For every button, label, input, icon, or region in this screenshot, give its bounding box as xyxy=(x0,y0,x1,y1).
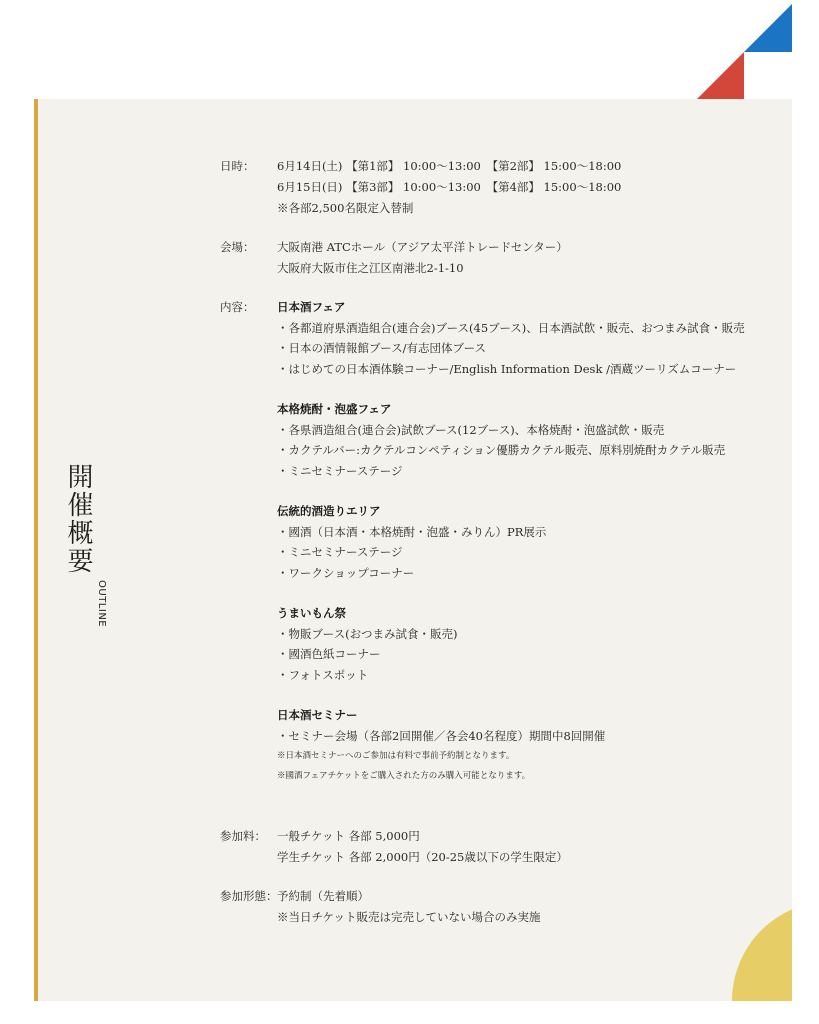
participation-method: 予約制（先着順） xyxy=(277,889,369,903)
list-item: ・ワークショップコーナー xyxy=(277,566,415,580)
section-heading-umaimon: うまいもん祭 xyxy=(277,606,346,620)
section-heading-sake-fair: 日本酒フェア xyxy=(277,300,346,314)
gold-accent-bar xyxy=(34,99,38,1001)
list-item: ・はじめての日本酒体験コーナー/English Information Desk /酒蔵ツーリズムコーナー xyxy=(277,362,737,376)
red-triangle-decoration xyxy=(697,52,744,99)
page-title: 開催概要 xyxy=(63,463,93,575)
list-item: ・フォトスポット xyxy=(277,668,369,682)
venue-label: 会場： xyxy=(220,240,255,254)
date-line-1: 6月14日(土) 【第1部】 10:00～13:00 【第2部】 15:00～18:00 xyxy=(277,159,622,173)
fee-general: 一般チケット 各部 5,000円 xyxy=(277,829,420,843)
list-item: ・日本の酒情報館ブース/有志団体ブース xyxy=(277,341,487,355)
date-line-2: 6月15日(日) 【第3部】 10:00～13:00 【第4部】 15:00～18:00 xyxy=(277,180,622,194)
list-item: ・國酒色紙コーナー xyxy=(277,647,381,661)
seminar-note-2: ※國酒フェアチケットをご購入された方のみ購入可能となります。 xyxy=(277,771,531,781)
page-subtitle: OUTLINE xyxy=(96,580,107,628)
venue-address: 大阪府大阪市住之江区南港北2-1-10 xyxy=(277,261,464,275)
list-item: ・セミナー会場（各部2回開催／各会40名程度）期間中8回開催 xyxy=(277,729,606,743)
list-item: ・物販ブース(おつまみ試食・販売) xyxy=(277,627,458,641)
venue-name: 大阪南港 ATCホール（アジア太平洋トレードセンター） xyxy=(277,240,568,254)
outline-panel xyxy=(34,99,792,1001)
section-heading-traditional-brewing: 伝統的酒造りエリア xyxy=(277,504,381,518)
fee-student: 学生チケット 各部 2,000円（20-25歳以下の学生限定） xyxy=(277,850,568,864)
participation-label: 参加形態： xyxy=(220,889,278,903)
date-note: ※各部2,500名限定入替制 xyxy=(277,201,414,215)
list-item: ・ミニセミナーステージ xyxy=(277,545,403,559)
date-label: 日時： xyxy=(220,159,255,173)
section-heading-seminar: 日本酒セミナー xyxy=(277,708,358,722)
list-item: ・各都道府県酒造組合(連合会)ブース(45ブース)、日本酒試飲・販売、おつまみ試食・販売 xyxy=(277,321,745,335)
blue-triangle-decoration xyxy=(744,4,792,52)
participation-note: ※当日チケット販売は完売していない場合のみ実施 xyxy=(277,910,541,924)
seminar-note-1: ※日本酒セミナーへのご参加は有料で事前予約制となります。 xyxy=(277,751,515,761)
list-item: ・國酒（日本酒・本格焼酎・泡盛・みりん）PR展示 xyxy=(277,525,547,539)
fee-label: 参加料： xyxy=(220,829,266,843)
content-label: 内容： xyxy=(220,300,255,314)
list-item: ・カクテルバー:カクテルコンペティション優勝カクテル販売、原料別焼酎カクテル販売 xyxy=(277,443,726,457)
gold-circle-decoration xyxy=(732,901,792,1001)
list-item: ・ミニセミナーステージ xyxy=(277,464,403,478)
section-heading-shochu-fair: 本格焼酎・泡盛フェア xyxy=(277,402,392,416)
list-item: ・各県酒造組合(連合会)試飲ブース(12ブース)、本格焼酎・泡盛試飲・販売 xyxy=(277,423,665,437)
